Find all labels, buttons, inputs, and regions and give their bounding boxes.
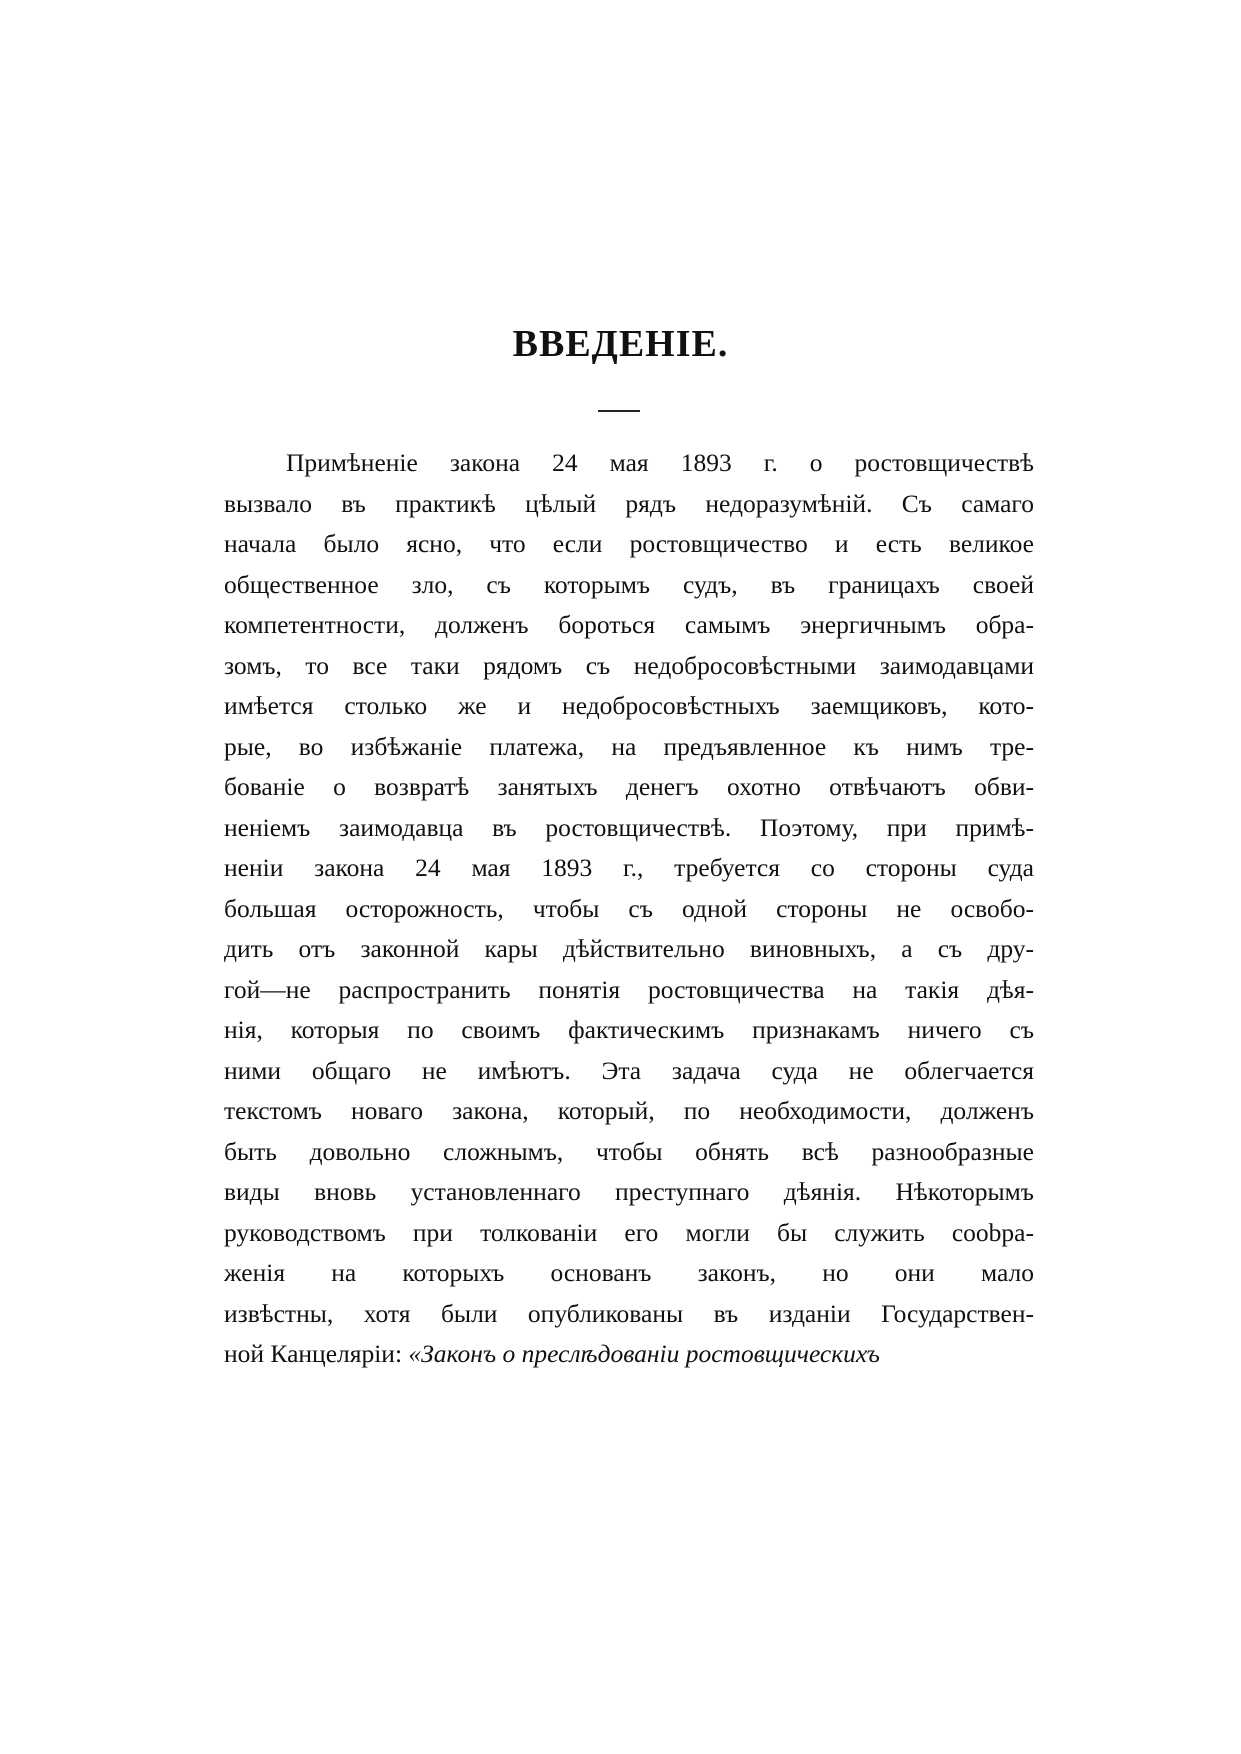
- text-line: текстомъ новаго закона, который, по необходимости, долженъ: [224, 1096, 1034, 1125]
- last-line-prefix: ной Канцеляріи:: [224, 1339, 409, 1368]
- text-line: быть довольно сложнымъ, чтобы обнять всѣ разнообразные: [224, 1136, 1034, 1166]
- text-line: вызвало въ практикѣ цѣлый рядъ недоразумѣній. Съ самаго: [224, 488, 1034, 518]
- text-line: руководствомъ при толкованіи его могли бы служить соobра-: [224, 1217, 1034, 1247]
- text-line: зомъ, то все таки рядомъ съ недобросовѣстными заимодавцами: [224, 650, 1034, 680]
- text-line: неніемъ заимодавца въ ростовщичествѣ. Поэтому, при примѣ-: [224, 812, 1034, 842]
- page-title: ВВЕДЕНІЕ.: [512, 323, 729, 365]
- title-separator-rule: [598, 410, 640, 412]
- text-line: рые, во избѣжаніе платежа, на предъявленное къ нимъ тре-: [224, 731, 1034, 761]
- text-line: большая осторожность, чтобы съ одной стороны не освобо-: [224, 893, 1034, 923]
- text-line: женія на которыхъ основанъ законъ, но они мало: [224, 1258, 1034, 1287]
- text-line: нія, которыя по своимъ фактическимъ признакамъ ничего съ: [224, 1015, 1034, 1044]
- text-line: начала было ясно, что если ростовщичество и есть великое: [224, 529, 1034, 558]
- text-line: виды вновь установленнаго преступнаго дѣянія. Нѣкоторымъ: [224, 1177, 1034, 1206]
- text-line: бованіе о возвратѣ занятыхъ денегъ охотно отвѣчаютъ обви-: [224, 772, 1034, 801]
- text-line: неніи закона 24 мая 1893 г., требуется со стороны суда: [224, 853, 1034, 882]
- text-line: гой—не распространить понятія ростовщичества на такія дѣя-: [224, 974, 1034, 1004]
- text-line-last: [224, 1334, 1034, 1375]
- text-line: общественное зло, съ которымъ судъ, въ границахъ своей: [224, 569, 1034, 599]
- text-line: имѣется столько же и недобросовѣстныхъ заемщиковъ, кото-: [224, 691, 1034, 720]
- text-line: ними общаго не имѣютъ. Эта задача суда не облегчается: [224, 1055, 1034, 1085]
- text-line: компетентности, долженъ бороться самымъ энергичнымъ обра-: [224, 610, 1034, 639]
- text-line: извѣстны, хотя были опубликованы въ изданіи Государствен-: [224, 1298, 1034, 1328]
- body-paragraph: [224, 443, 1034, 1375]
- text-line: дить отъ законной кары дѣйствительно виновныхъ, а съ дру-: [224, 934, 1034, 963]
- italic-citation: «Законъ о преслѣдованіи ростовщическихъ: [408, 1339, 880, 1368]
- text-line: Примѣненіе закона 24 мая 1893 г. о ростовщичествѣ: [286, 448, 1034, 477]
